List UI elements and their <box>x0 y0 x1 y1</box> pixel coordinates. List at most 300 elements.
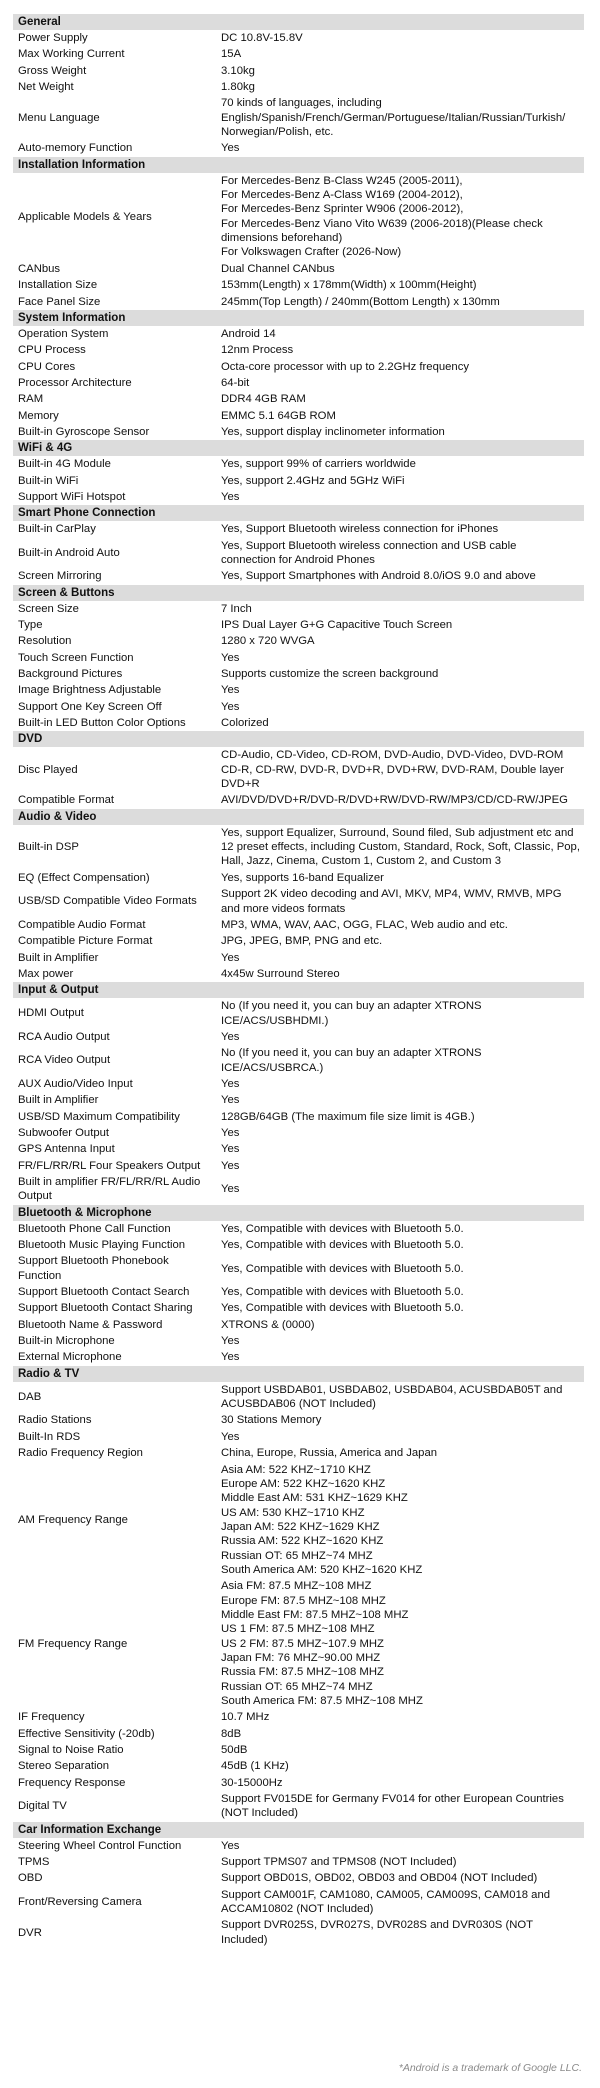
spec-label-text: IF Frequency <box>18 1711 85 1724</box>
section-header: General <box>13 14 584 30</box>
spec-row <box>13 277 584 293</box>
spec-label <box>13 886 219 917</box>
spec-value-text: 70 kinds of languages, including English/Spanish/French/German/Portuguese/Italian/Russian/Turkish/ Norwegian/Polish, etc. <box>221 97 566 139</box>
spec-row <box>13 1300 584 1316</box>
spec-value-text: 3.10kg <box>221 64 255 77</box>
spec-value <box>219 792 584 808</box>
spec-row <box>13 1174 584 1205</box>
spec-value-text: XTRONS & (0000) <box>221 1318 315 1331</box>
spec-value-text: Yes <box>221 142 240 155</box>
spec-value-text: Support FV015DE for Germany FV014 for other European Countries (NOT Included) <box>221 1793 564 1820</box>
spec-value-text: Yes <box>221 1839 240 1852</box>
spec-label-text: CPU Process <box>18 344 86 357</box>
spec-value <box>219 1775 584 1791</box>
spec-label <box>13 1284 219 1300</box>
spec-row <box>13 342 584 358</box>
spec-label-text: Support Bluetooth Phonebook Function <box>18 1255 169 1282</box>
spec-label <box>13 870 219 886</box>
spec-value-text: Yes, support Equalizer, Surround, Sound filed, Sub adjustment etc and 12 preset effects, including Custom, Standard, Rock, Soft, Classic, Pop, Hall, Jazz, Cinema, Custom 1, Custom 2, and Custom 3 <box>221 826 580 868</box>
spec-value <box>219 46 584 62</box>
section-header: Bluetooth & Microphone <box>13 1205 584 1221</box>
spec-value-text: Yes <box>221 684 240 697</box>
spec-value-text: 15A <box>221 48 242 61</box>
spec-value <box>219 1125 584 1141</box>
spec-value <box>219 277 584 293</box>
spec-value <box>219 391 584 407</box>
spec-row <box>13 1076 584 1092</box>
spec-label <box>13 1412 219 1428</box>
spec-row <box>13 1141 584 1157</box>
spec-label <box>13 1578 219 1709</box>
spec-label-text: RCA Audio Output <box>18 1030 110 1043</box>
spec-row <box>13 294 584 310</box>
spec-label <box>13 1791 219 1822</box>
spec-label-text: External Microphone <box>18 1351 122 1364</box>
spec-label <box>13 1029 219 1045</box>
spec-row <box>13 391 584 407</box>
spec-label <box>13 1838 219 1854</box>
spec-row <box>13 1045 584 1076</box>
spec-value-text: Yes <box>221 1094 240 1107</box>
spec-label <box>13 1445 219 1461</box>
spec-label-text: Radio Frequency Region <box>18 1447 143 1460</box>
spec-label <box>13 601 219 617</box>
section-header: System Information <box>13 310 584 326</box>
spec-label <box>13 1854 219 1870</box>
spec-label-text: Bluetooth Name & Password <box>18 1318 163 1331</box>
spec-label-text: TPMS <box>18 1856 50 1869</box>
spec-value-text: 7 Inch <box>221 602 252 615</box>
section-system-information <box>13 310 584 440</box>
spec-value <box>219 1300 584 1316</box>
section-screen-and-buttons <box>13 585 584 732</box>
spec-value <box>219 489 584 505</box>
spec-label-text: Built-in WiFi <box>18 474 79 487</box>
spec-label <box>13 538 219 569</box>
spec-row <box>13 1092 584 1108</box>
spec-label-text: USB/SD Maximum Compatibility <box>18 1110 180 1123</box>
spec-label-text: Built-in Android Auto <box>18 546 120 559</box>
spec-value-text: Supports customize the screen background <box>221 668 439 681</box>
spec-value <box>219 650 584 666</box>
spec-label <box>13 1109 219 1125</box>
spec-value <box>219 30 584 46</box>
spec-label-text: FR/FL/RR/RL Four Speakers Output <box>18 1159 201 1172</box>
spec-label <box>13 1253 219 1284</box>
spec-label <box>13 342 219 358</box>
spec-label-text: Support Bluetooth Contact Search <box>18 1286 190 1299</box>
spec-value-text: 153mm(Length) x 178mm(Width) x 100mm(Height) <box>221 279 477 292</box>
spec-label <box>13 1174 219 1205</box>
spec-label <box>13 1462 219 1579</box>
spec-value-text: Yes, Compatible with devices with Bluetooth 5.0. <box>221 1222 464 1235</box>
spec-value <box>219 95 584 140</box>
spec-label <box>13 1158 219 1174</box>
section-radio-and-tv <box>13 1366 584 1822</box>
spec-value-text: 12nm Process <box>221 344 294 357</box>
spec-label-text: DVR <box>18 1926 42 1939</box>
section-header: DVD <box>13 731 584 747</box>
spec-label <box>13 917 219 933</box>
spec-value-text: Support OBD01S, OBD02, OBD03 and OBD04 (NOT Included) <box>221 1872 538 1885</box>
spec-label-text: Applicable Models & Years <box>18 210 152 223</box>
spec-value <box>219 538 584 569</box>
section-header: Audio & Video <box>13 809 584 825</box>
spec-label-text: Screen Mirroring <box>18 570 102 583</box>
spec-label <box>13 1300 219 1316</box>
spec-label-text: Built-in Gyroscope Sensor <box>18 425 150 438</box>
spec-value-text: No (If you need it, you can buy an adapter XTRONS ICE/ACS/USBHDMI.) <box>221 1000 482 1027</box>
spec-value-text: Yes, Compatible with devices with Bluetooth 5.0. <box>221 1302 464 1315</box>
spec-value <box>219 1742 584 1758</box>
spec-label-text: Type <box>18 619 43 631</box>
spec-value <box>219 79 584 95</box>
section-dvd <box>13 731 584 808</box>
spec-label-text: Built-in Microphone <box>18 1335 115 1348</box>
spec-label-text: Auto-memory Function <box>18 142 133 155</box>
spec-label-text: Built in Amplifier <box>18 1094 99 1107</box>
spec-label <box>13 1333 219 1349</box>
spec-value-text: Yes, Support Smartphones with Android 8.0/iOS 9.0 and above <box>221 570 536 583</box>
spec-value-text: Yes <box>221 951 240 964</box>
spec-value <box>219 1429 584 1445</box>
spec-label <box>13 408 219 424</box>
spec-value <box>219 682 584 698</box>
spec-row <box>13 63 584 79</box>
spec-value-text: Yes, support display inclinometer information <box>221 425 445 438</box>
spec-value-text: Yes, Compatible with devices with Bluetooth 5.0. <box>221 1262 464 1275</box>
spec-label-text: Resolution <box>18 635 72 648</box>
spec-value <box>219 1221 584 1237</box>
spec-label <box>13 46 219 62</box>
spec-value <box>219 1029 584 1045</box>
spec-label <box>13 79 219 95</box>
spec-table <box>13 14 584 1948</box>
spec-row <box>13 682 584 698</box>
spec-label <box>13 998 219 1029</box>
spec-value-text: Yes, Support Bluetooth wireless connection and USB cable connection for Android Phones <box>221 539 517 566</box>
spec-value <box>219 1445 584 1461</box>
spec-row <box>13 1445 584 1461</box>
spec-row <box>13 917 584 933</box>
spec-row <box>13 886 584 917</box>
spec-value-text: 1.80kg <box>221 81 255 94</box>
spec-row <box>13 1109 584 1125</box>
spec-row <box>13 601 584 617</box>
spec-value <box>219 140 584 156</box>
spec-value <box>219 1092 584 1108</box>
spec-label <box>13 1742 219 1758</box>
spec-row <box>13 1382 584 1413</box>
spec-value <box>219 1284 584 1300</box>
spec-label <box>13 375 219 391</box>
section-general <box>13 14 584 157</box>
spec-value-text: Support TPMS07 and TPMS08 (NOT Included) <box>221 1856 457 1869</box>
spec-value <box>219 699 584 715</box>
spec-label <box>13 1917 219 1948</box>
spec-value <box>219 326 584 342</box>
spec-row <box>13 650 584 666</box>
spec-row <box>13 633 584 649</box>
spec-label <box>13 1349 219 1365</box>
spec-value <box>219 617 584 633</box>
spec-label-text: FM Frequency Range <box>18 1637 128 1650</box>
spec-label-text: Menu Language <box>18 111 100 124</box>
spec-value <box>219 456 584 472</box>
spec-value-text: Android 14 <box>221 327 276 340</box>
spec-label-text: Screen Size <box>18 602 79 615</box>
spec-label-text: AUX Audio/Video Input <box>18 1077 133 1090</box>
spec-label-text: DAB <box>18 1390 42 1403</box>
spec-label-text: Built in Amplifier <box>18 951 99 964</box>
spec-row <box>13 1029 584 1045</box>
spec-label <box>13 473 219 489</box>
spec-row <box>13 1791 584 1822</box>
spec-row <box>13 375 584 391</box>
spec-label <box>13 682 219 698</box>
spec-value <box>219 633 584 649</box>
spec-label-text: Support One Key Screen Off <box>18 700 162 713</box>
spec-value <box>219 1237 584 1253</box>
spec-row <box>13 1726 584 1742</box>
spec-value <box>219 1838 584 1854</box>
spec-value <box>219 1109 584 1125</box>
spec-value-text: Yes, support 2.4GHz and 5GHz WiFi <box>221 474 405 487</box>
spec-value <box>219 408 584 424</box>
spec-value-text: 4x45w Surround Stereo <box>221 967 340 980</box>
spec-row <box>13 473 584 489</box>
spec-row <box>13 489 584 505</box>
spec-row <box>13 1775 584 1791</box>
spec-value <box>219 1253 584 1284</box>
spec-value-text: 30 Stations Memory <box>221 1414 322 1427</box>
spec-value-text: 1280 x 720 WVGA <box>221 635 315 648</box>
spec-label <box>13 456 219 472</box>
section-header: Input & Output <box>13 982 584 998</box>
spec-value <box>219 173 584 261</box>
spec-value-text: Support 2K video decoding and AVI, MKV, MP4, WMV, RMVB, MPG and more videos formats <box>221 888 562 915</box>
spec-label <box>13 1237 219 1253</box>
spec-label-text: Stereo Separation <box>18 1760 110 1773</box>
spec-row <box>13 933 584 949</box>
spec-label <box>13 277 219 293</box>
spec-row <box>13 30 584 46</box>
section-header: Car Information Exchange <box>13 1822 584 1838</box>
spec-row <box>13 173 584 261</box>
spec-value <box>219 1917 584 1948</box>
spec-label <box>13 1775 219 1791</box>
spec-label <box>13 391 219 407</box>
spec-label-text: Compatible Audio Format <box>18 918 146 931</box>
spec-label <box>13 699 219 715</box>
spec-label-text: CPU Cores <box>18 360 76 373</box>
spec-label <box>13 715 219 731</box>
spec-value-text: 50dB <box>221 1744 248 1757</box>
spec-label-text: GPS Antenna Input <box>18 1143 115 1156</box>
spec-label-text: AM Frequency Range <box>18 1513 128 1526</box>
spec-label-text: HDMI Output <box>18 1007 84 1020</box>
section-header: Smart Phone Connection <box>13 505 584 521</box>
spec-label <box>13 294 219 310</box>
spec-value <box>219 917 584 933</box>
section-header: Radio & TV <box>13 1366 584 1382</box>
spec-label-text: Power Supply <box>18 32 88 44</box>
spec-row <box>13 1742 584 1758</box>
spec-label-text: Max Working Current <box>18 48 125 61</box>
spec-label <box>13 1709 219 1725</box>
spec-value-text: China, Europe, Russia, America and Japan <box>221 1447 438 1460</box>
spec-label-text: USB/SD Compatible Video Formats <box>18 895 197 908</box>
spec-label <box>13 1726 219 1742</box>
spec-value-text: DC 10.8V-15.8V <box>221 32 303 44</box>
spec-label-text: RAM <box>18 393 44 406</box>
spec-row <box>13 966 584 982</box>
spec-label-text: Operation System <box>18 327 109 340</box>
spec-row <box>13 424 584 440</box>
spec-label-text: Image Brightness Adjustable <box>18 684 162 697</box>
spec-label <box>13 95 219 140</box>
spec-label-text: Digital TV <box>18 1800 67 1813</box>
spec-label-text: Built-In RDS <box>18 1430 81 1443</box>
spec-row <box>13 870 584 886</box>
spec-label <box>13 568 219 584</box>
spec-value <box>219 870 584 886</box>
spec-label-text: Compatible Format <box>18 794 115 807</box>
spec-row <box>13 1333 584 1349</box>
spec-value <box>219 1462 584 1579</box>
spec-label <box>13 326 219 342</box>
spec-value <box>219 1578 584 1709</box>
spec-label <box>13 489 219 505</box>
spec-label <box>13 1076 219 1092</box>
spec-row <box>13 617 584 633</box>
spec-row <box>13 1578 584 1709</box>
spec-row <box>13 359 584 375</box>
spec-value-text: Yes <box>221 1335 240 1348</box>
spec-value <box>219 825 584 870</box>
spec-label <box>13 1141 219 1157</box>
spec-value-text: Asia FM: 87.5 MHZ~108 MHZ Europe FM: 87.5 MHZ~108 MHZ Middle East FM: 87.5 MHZ~108 MHZ US 1 FM: 87.5 MHZ~108 MHZ US 2 FM: 87.5 MHZ~107.9 MHZ Japan FM: 76 MHZ~90.00 MHZ Russia FM: 87.5 MHZ~108 MHZ Russian OT: 65 MHZ~74 MHZ South America FM: 87.5 MHZ~108 MHZ <box>221 1580 423 1707</box>
spec-label-text: Bluetooth Phone Call Function <box>18 1222 171 1235</box>
spec-row <box>13 140 584 156</box>
spec-label <box>13 1887 219 1918</box>
spec-value <box>219 473 584 489</box>
spec-label-text: Built-in LED Button Color Options <box>18 717 186 730</box>
spec-row <box>13 1253 584 1284</box>
spec-value-text: Support DVR025S, DVR027S, DVR028S and DVR030S (NOT Included) <box>221 1919 533 1946</box>
spec-value-text: 64-bit <box>221 376 250 389</box>
spec-value <box>219 1709 584 1725</box>
spec-label <box>13 63 219 79</box>
spec-value <box>219 1791 584 1822</box>
spec-value-text: Yes <box>221 490 240 503</box>
spec-label-text: Support WiFi Hotspot <box>18 490 126 503</box>
spec-label-text: Compatible Picture Format <box>18 935 153 948</box>
spec-label <box>13 747 219 792</box>
spec-value <box>219 601 584 617</box>
spec-label <box>13 173 219 261</box>
spec-row <box>13 1412 584 1428</box>
spec-value-text: Yes, Compatible with devices with Bluetooth 5.0. <box>221 1286 464 1299</box>
spec-value-text: DDR4 4GB RAM <box>221 393 306 406</box>
spec-label <box>13 1758 219 1774</box>
spec-value <box>219 1349 584 1365</box>
spec-value-text: Yes <box>221 1430 240 1443</box>
spec-label-text: Support Bluetooth Contact Sharing <box>18 1302 193 1315</box>
spec-value-text: Yes, support 99% of carriers worldwide <box>221 458 416 471</box>
spec-row <box>13 1349 584 1365</box>
spec-label <box>13 1045 219 1076</box>
spec-value <box>219 950 584 966</box>
spec-value <box>219 521 584 537</box>
spec-value <box>219 1870 584 1886</box>
spec-row <box>13 1237 584 1253</box>
spec-row <box>13 1870 584 1886</box>
spec-label-text: Disc Played <box>18 763 78 776</box>
spec-label-text: Effective Sensitivity (-20db) <box>18 1727 155 1740</box>
spec-row <box>13 715 584 731</box>
spec-label <box>13 950 219 966</box>
spec-value <box>219 342 584 358</box>
spec-label <box>13 261 219 277</box>
spec-row <box>13 1838 584 1854</box>
spec-row <box>13 1917 584 1948</box>
spec-value-text: Yes <box>221 1126 240 1139</box>
spec-row <box>13 1462 584 1579</box>
spec-value <box>219 424 584 440</box>
spec-value <box>219 933 584 949</box>
section-audio-and-video <box>13 809 584 982</box>
spec-value <box>219 998 584 1029</box>
spec-value <box>219 294 584 310</box>
spec-label-text: OBD <box>18 1872 43 1885</box>
spec-value <box>219 1382 584 1413</box>
spec-value-text: EMMC 5.1 64GB ROM <box>221 409 336 422</box>
spec-value-text: Yes <box>221 1143 240 1156</box>
spec-label-text: Built in amplifier FR/FL/RR/RL Audio Output <box>18 1176 201 1203</box>
spec-value-text: CD-Audio, CD-Video, CD-ROM, DVD-Audio, DVD-Video, DVD-ROM CD-R, CD-RW, DVD-R, DVD+R, DVD+RW, DVD-RAM, Double layer DVD+R <box>221 749 564 791</box>
spec-value-text: Octa-core processor with up to 2.2GHz frequency <box>221 360 470 373</box>
section-bluetooth-and-microphone <box>13 1205 584 1366</box>
spec-value <box>219 1758 584 1774</box>
spec-value-text: Yes, Support Bluetooth wireless connection for iPhones <box>221 523 499 536</box>
spec-label-text: Background Pictures <box>18 668 123 681</box>
spec-label-text: Net Weight <box>18 81 74 94</box>
spec-label-text: Built-in CarPlay <box>18 523 96 536</box>
spec-row <box>13 950 584 966</box>
spec-value-text: Yes <box>221 651 240 664</box>
spec-value <box>219 63 584 79</box>
spec-value <box>219 1158 584 1174</box>
spec-value <box>219 1887 584 1918</box>
spec-label <box>13 650 219 666</box>
spec-value-text: 128GB/64GB (The maximum file size limit is 4GB.) <box>221 1110 475 1123</box>
spec-label-text: Subwoofer Output <box>18 1126 110 1139</box>
spec-label <box>13 666 219 682</box>
spec-label <box>13 521 219 537</box>
section-installation-information <box>13 157 584 310</box>
spec-value-text: JPG, JPEG, BMP, PNG and etc. <box>221 935 383 948</box>
section-input-and-output <box>13 982 584 1204</box>
spec-value-text: For Mercedes-Benz B-Class W245 (2005-2011), For Mercedes-Benz A-Class W169 (2004-2012), For Mercedes-Benz Sprinter W906 (2006-2012), For Mercedes-Benz Viano Vito W639 (2006-2018)(Please check dimensions beforehand) For Volkswagen Crafter (2026-Now) <box>221 174 543 259</box>
spec-value-text: MP3, WMA, WAV, AAC, OGG, FLAC, Web audio and etc. <box>221 918 508 931</box>
spec-value <box>219 1412 584 1428</box>
spec-row <box>13 699 584 715</box>
spec-label-text: EQ (Effect Compensation) <box>18 871 150 884</box>
spec-label-text: Signal to Noise Ratio <box>18 1744 124 1757</box>
spec-value-text: 8dB <box>221 1727 242 1740</box>
spec-value-text: Dual Channel CANbus <box>221 262 335 275</box>
